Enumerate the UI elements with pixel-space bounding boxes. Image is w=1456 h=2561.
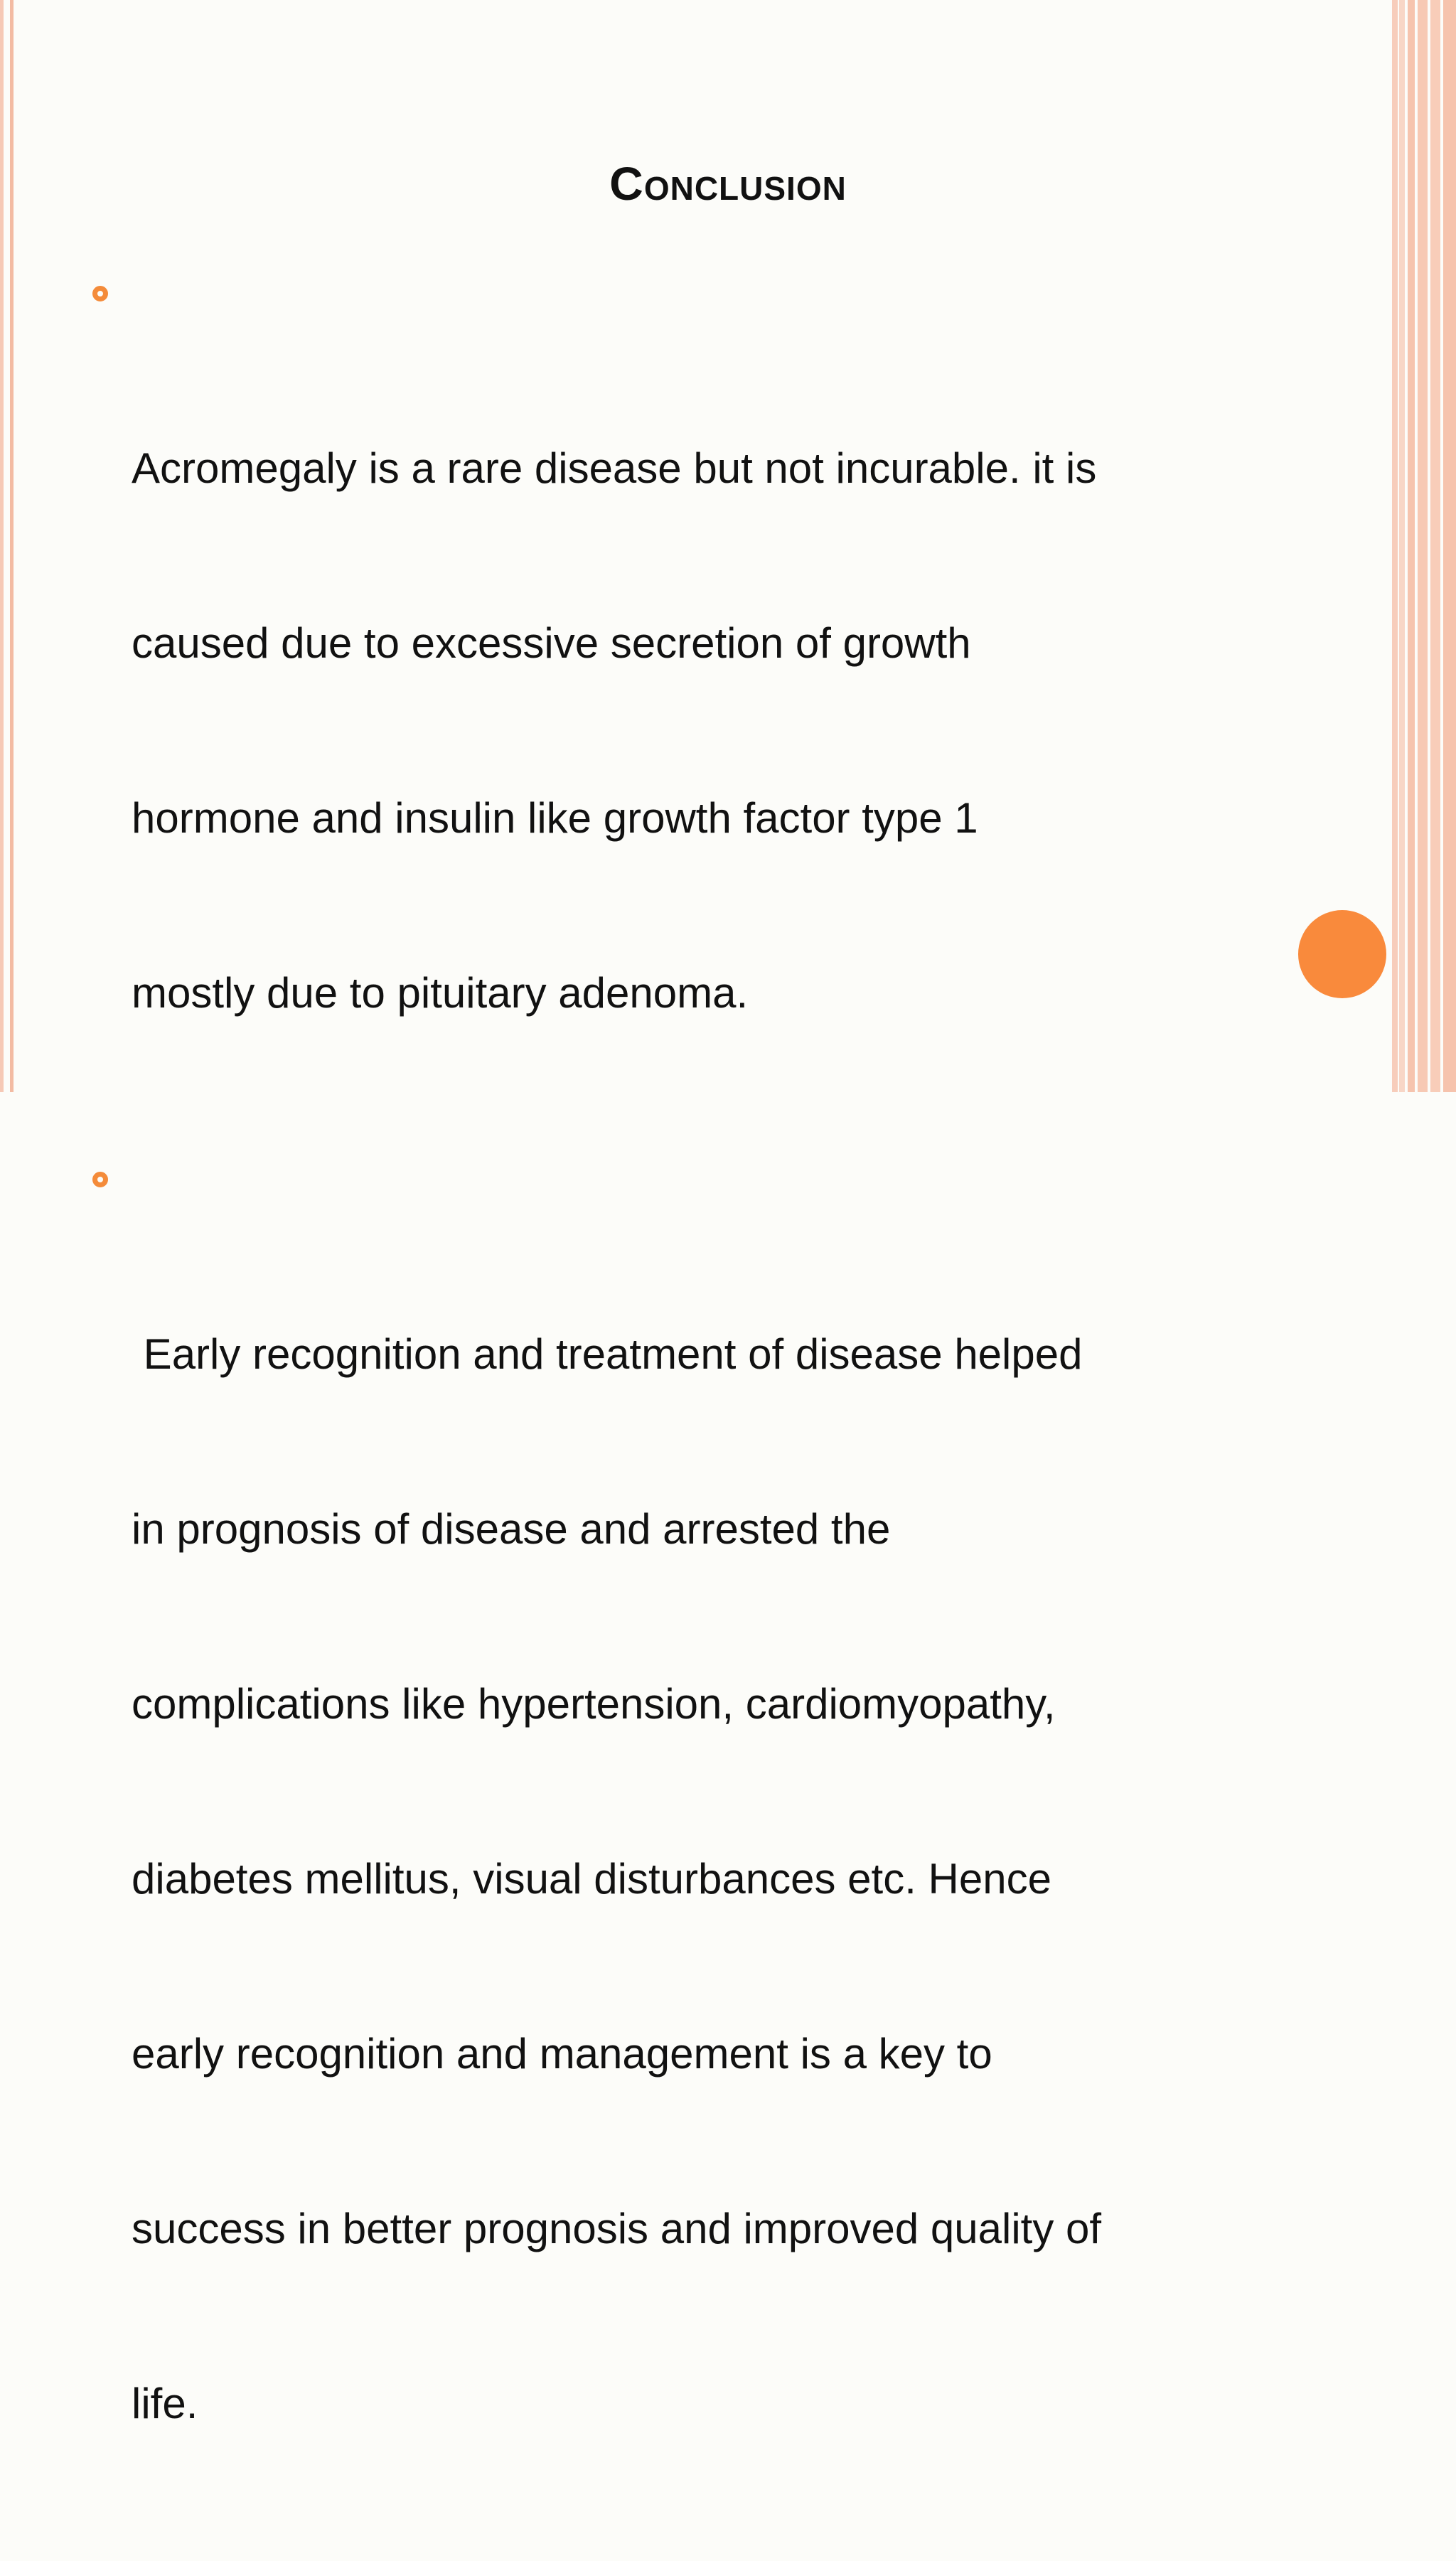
bullet-text-line: caused due to excessive secretion of growth xyxy=(132,619,971,667)
bullet-text-line: life. xyxy=(132,2380,198,2427)
bullet-text-line: early recognition and management is a key to xyxy=(132,2030,992,2078)
bullet-text-line: mostly due to pituitary adenoma. xyxy=(132,969,749,1017)
bullet-text-line: in prognosis of disease and arrested the xyxy=(132,1505,891,1553)
next-slide-circle-button[interactable] xyxy=(1298,910,1386,998)
bullet-text-line: hormone and insulin like growth factor type 1 xyxy=(132,794,978,842)
bullet-circle-icon xyxy=(92,1172,108,1187)
bullet-text-line: Acromegaly is a rare disease but not incurable. it is xyxy=(132,444,1097,492)
bullet-text-line: diabetes mellitus, visual disturbances etc. Hence xyxy=(132,1855,1051,1903)
bullet-list xyxy=(92,264,1251,2561)
slide-title: Conclusion xyxy=(609,157,847,210)
bullet-text-line: complications like hypertension, cardiomyopathy, xyxy=(132,1680,1056,1728)
bullet-text-line: Early recognition and treatment of disease helped xyxy=(132,1330,1083,1378)
bullet-item xyxy=(92,264,1251,1139)
bullet-circle-icon xyxy=(92,286,108,301)
bullet-item xyxy=(92,1150,1251,2550)
bullet-text-line: success in better prognosis and improved quality of xyxy=(132,2205,1102,2252)
